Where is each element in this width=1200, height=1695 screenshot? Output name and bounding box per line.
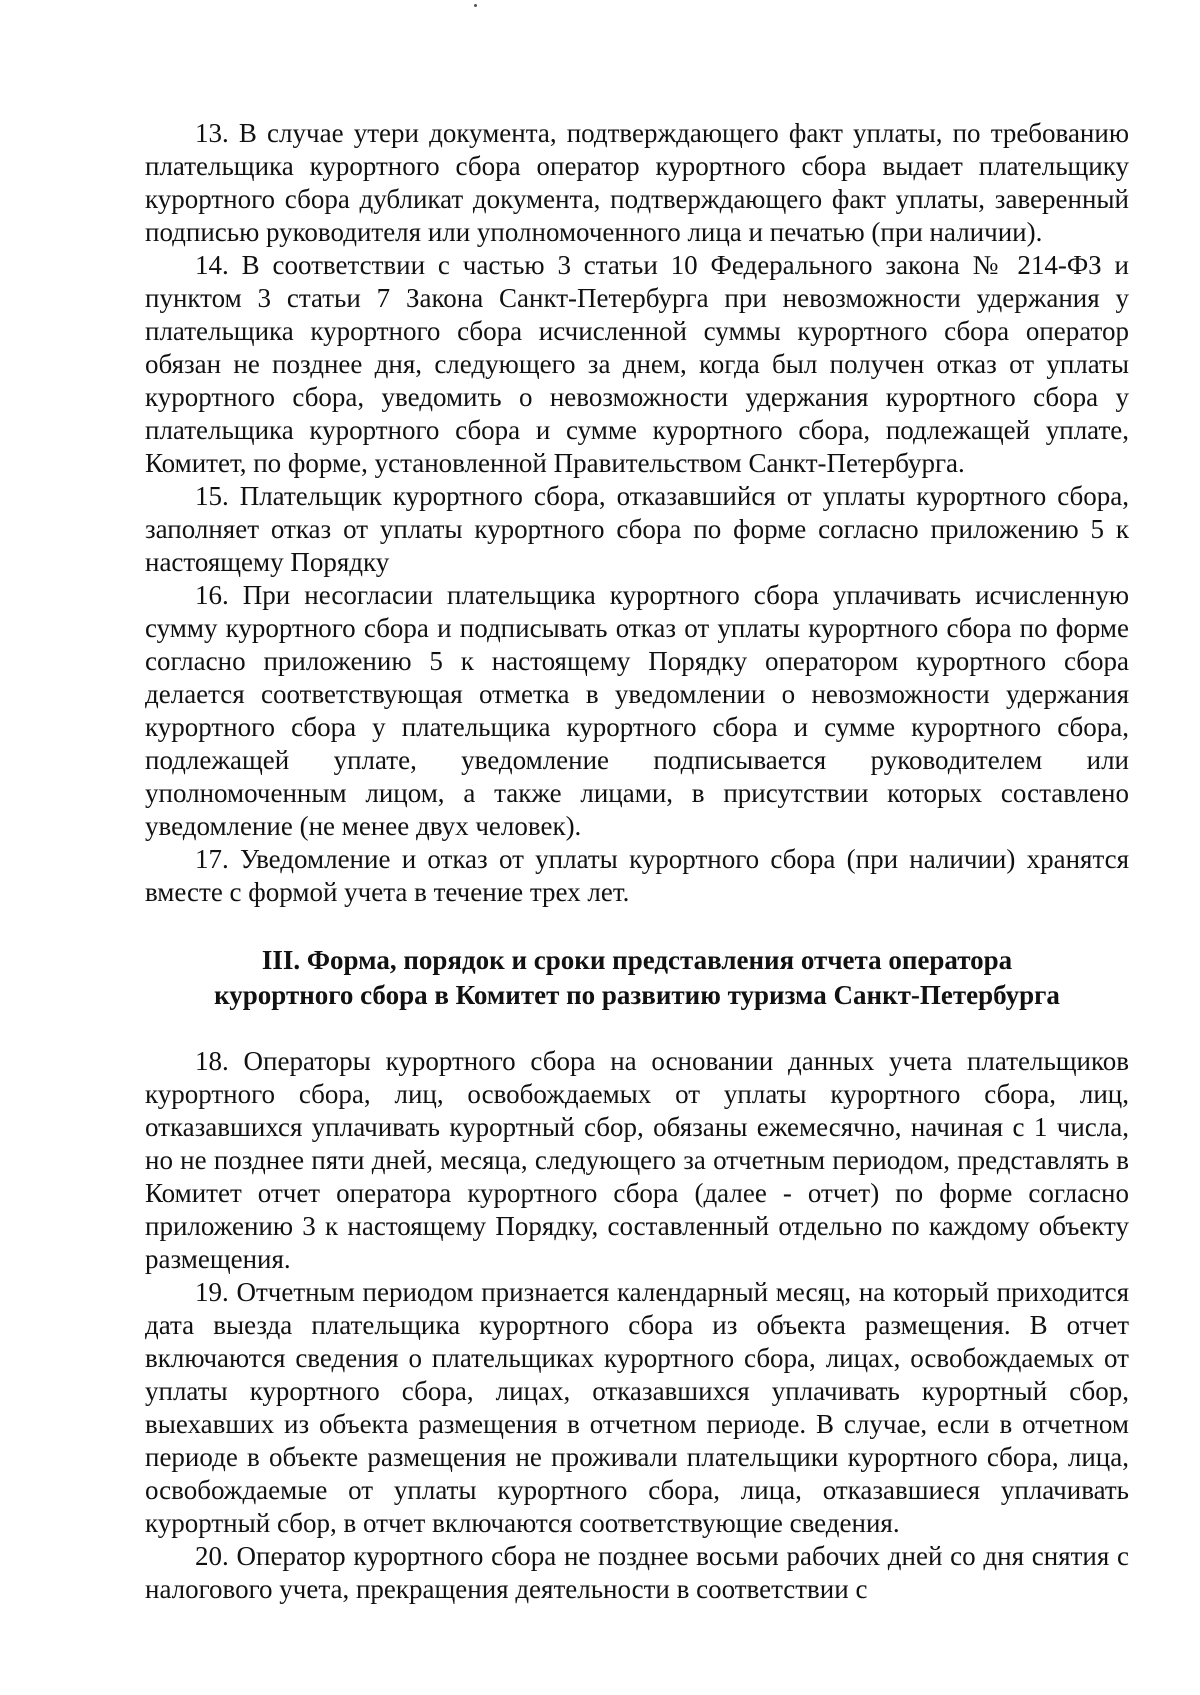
paragraph-16: 16. При несогласии плательщика курортного сбора уплачивать исчисленную сумму курортного сбора и подписывать отказ от уплаты курортного сбора по форме согласно приложению 5 к настоящему Порядку оператором курортного сбора делается соответствующая отметка в уведомлении о невозможности удержания курортного сбора у плательщика курортного сбора и сумме курортного сбора, подлежащей уплате, уведомление подписывается руководителем или уполномоченным лицом, а также лицами, в присутствии которых составлено уведомление (не менее двух человек). [145,580,1129,841]
paragraph-20: 20. Оператор курортного сбора не позднее восьми рабочих дней со дня снятия с налогового учета, прекращения деятельности в соответствии с [145,1541,1129,1604]
paragraph-18: 18. Операторы курортного сбора на основании данных учета плательщиков курортного сбора, лиц, освобождаемых от уплаты курортного сбора, лиц, отказавшихся уплачивать курортный сбор, обязаны ежемесячно, начиная с 1 числа, но не позднее пяти дней, месяца, следующего за отчетным периодом, представлять в Комитет отчет оператора курортного сбора (далее - отчет) по форме согласно приложению 3 к настоящему Порядку, составленный отдельно по каждому объекту размещения. [145,1046,1129,1274]
paragraph-19: 19. Отчетным периодом признается календарный месяц, на который приходится дата выезда плательщика курортного сбора из объекта размещения. В отчет включаются сведения о плательщиках курортного сбора, лицах, освобождаемых от уплаты курортного сбора, лицах, отказавшихся уплачивать курортный сбор, выехавших из объекта размещения в отчетном периоде. В случае, если в отчетном периоде в объекте размещения не проживали плательщики курортного сбора, лица, освобождаемые от уплаты курортного сбора, лица, отказавшиеся уплачивать курортный сбор, в отчет включаются соответствующие сведения. [145,1277,1129,1538]
paragraph-13: 13. В случае утери документа, подтверждающего факт уплаты, по требованию плательщика курортного сбора оператор курортного сбора выдает плательщику курортного сбора дубликат документа, подтверждающего факт уплаты, заверенный подписью руководителя или уполномоченного лица и печатью (при наличии). [145,118,1129,247]
section-heading [145,943,1129,1013]
section-heading-line-2: курортного сбора в Комитет по развитию туризма Санкт-Петербурга [214,980,1060,1010]
section-heading-line-1: III. Форма, порядок и сроки представления отчета оператора [261,945,1013,975]
paragraph-14: 14. В соответствии с частью 3 статьи 10 Федерального закона № 214-ФЗ и пунктом 3 статьи 7 Закона Санкт-Петербурга при невозможности удержания у плательщика курортного сбора исчисленной суммы курортного сбора оператор обязан не позднее дня, следующего за днем, когда был получен отказ от уплаты курортного сбора, уведомить о невозможности удержания курортного сбора у плательщика курортного сбора и сумме курортного сбора, подлежащей уплате, Комитет, по форме, установленной Правительством Санкт-Петербурга. [145,250,1129,478]
document-body [145,117,1129,1606]
paragraph-15: 15. Плательщик курортного сбора, отказавшийся от уплаты курортного сбора, заполняет отказ от уплаты курортного сбора по форме согласно приложению 5 к настоящему Порядку [145,481,1129,577]
scan-artifact-dot [474,4,477,7]
paragraph-17: 17. Уведомление и отказ от уплаты курортного сбора (при наличии) хранятся вместе с формой учета в течение трех лет. [145,844,1129,907]
